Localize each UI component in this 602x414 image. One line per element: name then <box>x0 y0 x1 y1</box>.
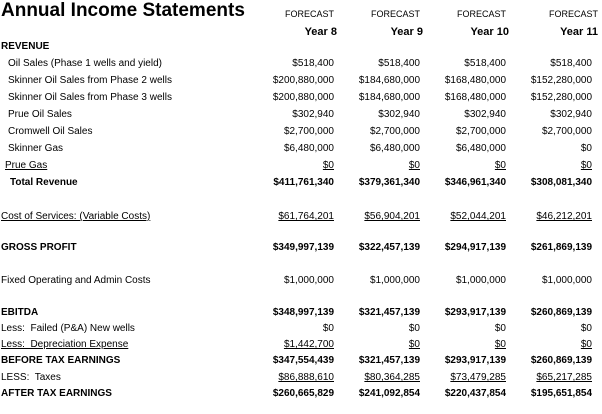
table-cell: $6,480,000 <box>369 143 420 154</box>
row-label: Total Revenue <box>10 177 78 188</box>
table-cell: $293,917,139 <box>444 307 506 318</box>
table-cell: $0 <box>322 160 334 171</box>
table-cell: $518,400 <box>550 58 592 69</box>
table-cell: $518,400 <box>292 58 334 69</box>
table-cell: $61,764,201 <box>278 211 334 222</box>
table-cell: $0 <box>494 323 506 334</box>
table-cell: $260,665,829 <box>272 388 334 399</box>
table-cell: $0 <box>408 339 420 350</box>
table-cell: $56,904,201 <box>364 211 420 222</box>
table-row <box>0 123 602 140</box>
table-cell: $241,092,854 <box>358 388 420 399</box>
col-forecast-4: FORECAST <box>548 9 598 19</box>
table-cell: $0 <box>580 339 592 350</box>
table-cell: $0 <box>580 323 592 334</box>
table-row <box>0 157 602 174</box>
table-cell: $518,400 <box>464 58 506 69</box>
row-label: BEFORE TAX EARNINGS <box>1 355 121 366</box>
table-cell: $0 <box>322 323 334 334</box>
table-cell: $152,280,000 <box>530 92 592 103</box>
table-cell: $0 <box>408 160 420 171</box>
table-cell: $0 <box>408 323 420 334</box>
table-row-ebitda <box>0 304 602 321</box>
table-cell: $73,479,285 <box>450 372 506 383</box>
table-cell: $184,680,000 <box>358 92 420 103</box>
table-cell: $195,651,854 <box>530 388 592 399</box>
row-label: AFTER TAX EARNINGS <box>1 388 112 399</box>
row-label: Prue Oil Sales <box>8 109 72 120</box>
col-year-10: Year 10 <box>470 26 509 38</box>
table-row <box>0 320 602 337</box>
col-forecast-1: FORECAST <box>284 9 334 19</box>
table-cell: $168,480,000 <box>444 75 506 86</box>
table-cell: $1,442,700 <box>283 339 334 350</box>
table-cell: $200,880,000 <box>272 92 334 103</box>
table-cell: $321,457,139 <box>358 307 420 318</box>
table-cell: $1,000,000 <box>283 275 334 286</box>
row-label: Cost of Services: (Variable Costs) <box>1 211 151 222</box>
table-row-total <box>0 174 602 191</box>
table-row-after-tax <box>0 385 602 402</box>
table-cell: $80,364,285 <box>364 372 420 383</box>
row-label: Cromwell Oil Sales <box>8 126 93 137</box>
row-label: LESS: Taxes <box>1 372 61 383</box>
table-cell: $6,480,000 <box>455 143 506 154</box>
table-row <box>0 89 602 106</box>
table-cell: $349,997,139 <box>272 242 334 253</box>
table-cell: $2,700,000 <box>541 126 592 137</box>
table-cell: $302,940 <box>464 109 506 120</box>
table-cell: $0 <box>494 160 506 171</box>
table-row <box>0 369 602 386</box>
row-label: Prue Gas <box>5 160 48 171</box>
table-cell: $1,000,000 <box>369 275 420 286</box>
table-cell: $2,700,000 <box>283 126 334 137</box>
row-label: EBITDA <box>1 307 39 318</box>
table-row-before-tax <box>0 352 602 369</box>
table-cell: $348,997,139 <box>272 307 334 318</box>
row-label: Oil Sales (Phase 1 wells and yield) <box>8 58 162 69</box>
table-cell: $294,917,139 <box>444 242 506 253</box>
row-label: Less: Failed (P&A) New wells <box>1 323 135 334</box>
table-cell: $302,940 <box>550 109 592 120</box>
row-label: Less: Depreciation Expense <box>1 339 129 350</box>
col-forecast-3: FORECAST <box>456 9 506 19</box>
table-row <box>0 140 602 157</box>
table-cell: $2,700,000 <box>455 126 506 137</box>
table-cell: $6,480,000 <box>283 143 334 154</box>
table-cell: $1,000,000 <box>541 275 592 286</box>
table-cell: $411,761,340 <box>273 177 334 188</box>
table-cell: $0 <box>580 160 592 171</box>
table-cell: $1,000,000 <box>455 275 506 286</box>
col-year-8: Year 8 <box>304 26 337 38</box>
col-year-11: Year 11 <box>560 26 598 38</box>
table-row-gross-profit <box>0 239 602 256</box>
table-cell: $347,554,439 <box>272 355 334 366</box>
col-forecast-2: FORECAST <box>370 9 420 19</box>
table-cell: $260,869,139 <box>530 355 592 366</box>
table-row <box>0 336 602 353</box>
table-row <box>0 208 602 225</box>
table-cell: $46,212,201 <box>536 211 592 222</box>
table-cell: $261,869,139 <box>530 242 592 253</box>
row-label: Skinner Gas <box>8 143 64 154</box>
table-cell: $346,961,340 <box>444 177 506 188</box>
table-cell: $379,361,340 <box>358 177 420 188</box>
table-cell: $302,940 <box>292 109 334 120</box>
table-cell: $321,457,139 <box>358 355 420 366</box>
table-cell: $0 <box>494 339 506 350</box>
table-cell: $260,869,139 <box>530 307 592 318</box>
table-cell: $168,480,000 <box>444 92 506 103</box>
table-row <box>0 272 602 289</box>
row-label: Skinner Oil Sales from Phase 2 wells <box>8 75 172 86</box>
table-row <box>0 55 602 72</box>
row-label: GROSS PROFIT <box>1 242 77 253</box>
table-cell: $184,680,000 <box>358 75 420 86</box>
table-cell: $200,880,000 <box>272 75 334 86</box>
table-cell: $308,081,340 <box>530 177 592 188</box>
statement-title: Annual Income Statements <box>1 0 245 21</box>
row-label: Skinner Oil Sales from Phase 3 wells <box>8 92 172 103</box>
table-cell: $0 <box>580 143 592 154</box>
table-cell: $152,280,000 <box>530 75 592 86</box>
table-cell: $322,457,139 <box>358 242 420 253</box>
table-cell: $293,917,139 <box>444 355 506 366</box>
table-cell: $52,044,201 <box>450 211 506 222</box>
col-year-9: Year 9 <box>390 26 423 38</box>
table-cell: $302,940 <box>378 109 420 120</box>
table-cell: $220,437,854 <box>444 388 506 399</box>
revenue-section-row <box>0 38 602 55</box>
table-row <box>0 72 602 89</box>
row-label: Fixed Operating and Admin Costs <box>1 275 151 286</box>
table-cell: $2,700,000 <box>369 126 420 137</box>
table-cell: $86,888,610 <box>278 372 334 383</box>
table-cell: $518,400 <box>378 58 420 69</box>
table-row <box>0 106 602 123</box>
table-cell: $65,217,285 <box>536 372 592 383</box>
revenue-heading: REVENUE <box>1 41 50 52</box>
